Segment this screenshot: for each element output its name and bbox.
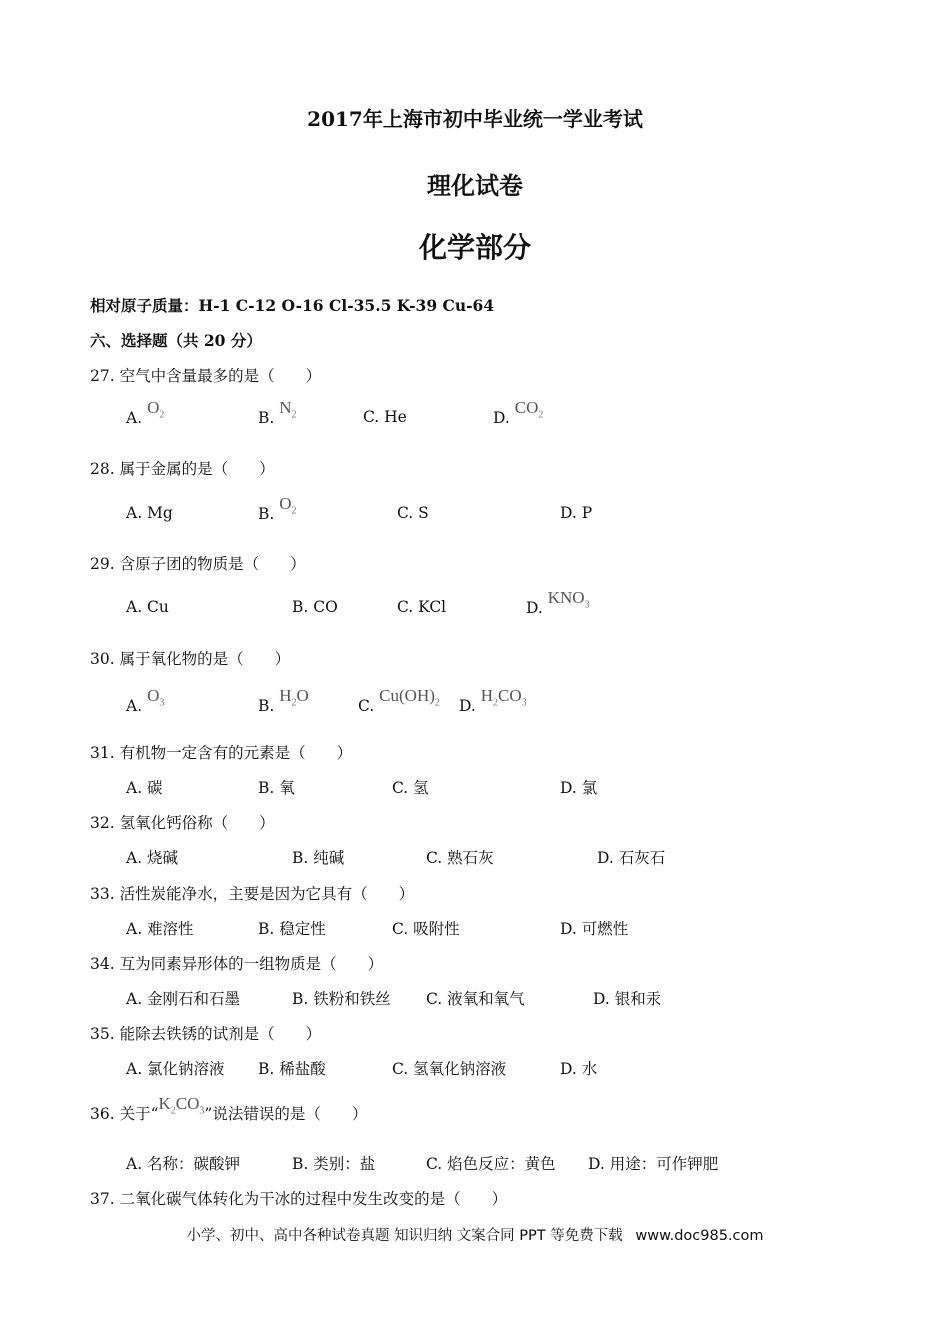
question-32-stem: 32. 氢氧化钙俗称（ ）	[90, 814, 275, 832]
question-28-option-c: C. S	[397, 504, 429, 522]
question-32-option-d: D. 石灰石	[597, 849, 666, 867]
question-32-option-a: A. 烧碱	[126, 849, 179, 867]
question-36-option-a: A. 名称：碳酸钾	[126, 1155, 241, 1173]
question-34-option-d: D. 银和汞	[593, 990, 662, 1008]
question-27-option-c: C. He	[363, 408, 407, 426]
question-30-option-d: D. $H_2CO_3$	[459, 686, 527, 715]
question-34-option-c: C. 液氧和氧气	[426, 990, 525, 1008]
question-31-option-d: D. 氯	[560, 779, 598, 797]
question-28-option-a: A. Mg	[126, 504, 173, 522]
question-28-option-d: D. P	[560, 504, 593, 522]
question-27-stem: 27. 空气中含量最多的是（ ）	[90, 367, 322, 385]
question-37-stem: 37. 二氧化碳气体转化为干冰的过程中发生改变的是（ ）	[90, 1190, 508, 1208]
question-33-option-c: C. 吸附性	[392, 920, 460, 938]
question-34-option-b: B. 铁粉和铁丝	[292, 990, 391, 1008]
question-35-option-c: C. 氢氧化钠溶液	[392, 1060, 507, 1078]
question-35-option-d: D. 水	[560, 1060, 598, 1078]
question-33-option-a: A. 难溶性	[126, 920, 194, 938]
question-27-option-a: A. $O_2$	[126, 398, 165, 427]
footer-text: 小学、初中、高中各种试卷真题 知识归纳 文案合同 PPT 等免费下载	[186, 1228, 623, 1244]
question-31-option-c: C. 氢	[392, 779, 429, 797]
question-33-stem: 33. 活性炭能净水，主要是因为它具有（ ）	[90, 885, 415, 903]
question-30-option-a: A. $O_3$	[126, 686, 165, 715]
question-30-stem: 30. 属于氧化物的是（ ）	[90, 650, 291, 668]
question-30-option-b: B. $H_2O$	[258, 686, 309, 715]
question-36-option-c: C. 焰色反应：黄色	[426, 1155, 556, 1173]
question-32-option-b: B. 纯碱	[292, 849, 345, 867]
question-35-option-a: A. 氯化钠溶液	[126, 1060, 225, 1078]
question-28-option-b: B. $O_2$	[258, 494, 297, 523]
question-35-option-b: B. 稀盐酸	[258, 1060, 326, 1078]
question-27-option-d: D. $CO_2$	[493, 398, 544, 427]
question-33-option-d: D. 可燃性	[560, 920, 629, 938]
question-29-option-b: B. CO	[292, 598, 338, 616]
question-36-stem: 36. 关于“$K_2CO_3$”说法错误的是（ ）	[90, 1094, 368, 1123]
question-34-stem: 34. 互为同素异形体的一组物质是（ ）	[90, 955, 384, 973]
atomic-masses: 相对原子质量：H-1 C-12 O-16 Cl-35.5 K-39 Cu-64	[90, 296, 495, 315]
question-29-option-c: C. KCl	[397, 598, 447, 616]
question-36-option-d: D. 用途：可作钾肥	[588, 1155, 719, 1173]
question-31-option-b: B. 氧	[258, 779, 295, 797]
section-title: 化学部分	[418, 231, 531, 264]
section-heading: 六、选择题（共 20 分）	[90, 331, 262, 350]
question-28-stem: 28. 属于金属的是（ ）	[90, 460, 275, 478]
question-27-option-b: B. $N_2$	[258, 398, 297, 427]
question-29-option-d: D. $KNO_3$	[526, 588, 590, 617]
question-31-stem: 31. 有机物一定含有的元素是（ ）	[90, 744, 353, 762]
footer-site-link[interactable]: www.doc985.com	[635, 1228, 764, 1244]
question-29-option-a: A. Cu	[126, 598, 169, 616]
question-34-option-a: A. 金刚石和石墨	[126, 990, 241, 1008]
question-36-option-b: B. 类别：盐	[292, 1155, 376, 1173]
question-29-stem: 29. 含原子团的物质是（ ）	[90, 555, 306, 573]
paper-title: 理化试卷	[427, 171, 523, 200]
page-footer	[0, 1224, 950, 1245]
exam-title: 2017年上海市初中毕业统一学业考试	[307, 107, 643, 131]
question-31-option-a: A. 碳	[126, 779, 163, 797]
question-35-stem: 35. 能除去铁锈的试剂是（ ）	[90, 1025, 322, 1043]
question-32-option-c: C. 熟石灰	[426, 849, 494, 867]
question-33-option-b: B. 稳定性	[258, 920, 326, 938]
question-30-option-c: C. $Cu(OH)_2$	[358, 686, 440, 715]
